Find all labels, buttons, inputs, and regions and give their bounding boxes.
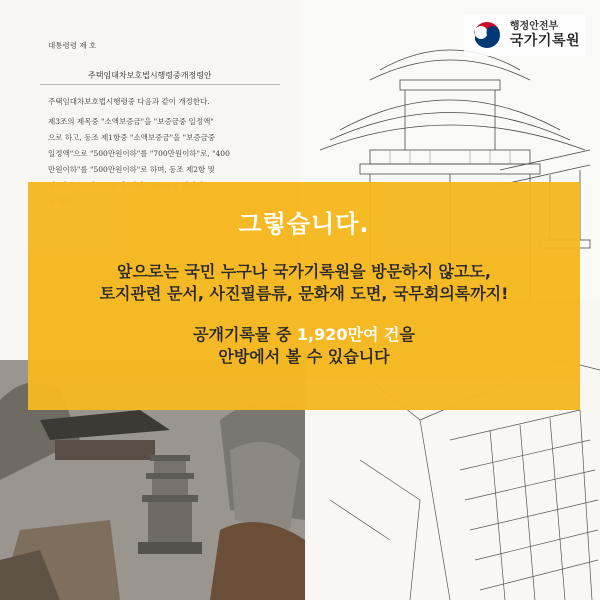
document-line: 만원이하"를 "500만원이하"로 하며, 동조 제2항 및 — [48, 165, 215, 174]
message-line-1: 앞으로는 국민 누구나 국가기록원을 방문하지 않고도, — [117, 262, 491, 281]
national-archives-logo — [464, 14, 586, 56]
document-header: 대통령령 제 호 — [48, 41, 97, 50]
message-line-3 — [193, 324, 415, 346]
document-line: 으로 하고, 동조 제1항중 "소액보증금"을 "보증금중 — [48, 133, 216, 142]
ministry-name: 행정안전부 — [509, 21, 559, 33]
agency-name: 국가기록원 — [509, 32, 580, 49]
message-line-4: 안방에서 볼 수 있습니다 — [218, 347, 390, 367]
headline: 그렇습니다. — [238, 210, 370, 238]
document-line: 주택임대차보호법시행령중 다음과 같이 개정한다. — [48, 97, 210, 106]
taegeuk-logo-icon — [470, 18, 504, 52]
record-count-highlight: 1,920만여 건 — [296, 324, 400, 344]
message-line-3-prefix: 공개기록물 중 — [193, 324, 297, 344]
document-rule — [40, 84, 280, 85]
message-banner — [28, 182, 580, 410]
message-line-3-suffix: 을 — [399, 324, 415, 344]
message-line-2: 토지관련 문서, 사진필름류, 문화재 도면, 국무회의록까지! — [99, 284, 509, 304]
document-line: 제3조의 제목중 "소액보증금"을 "보증금중 일정액" — [48, 117, 214, 126]
document-title: 주택임대차보호법시행령중개정령안 — [88, 71, 212, 80]
document-line: 일정액"으로 "500만원이하"를 "700만원이하"로, "400 — [48, 149, 230, 158]
